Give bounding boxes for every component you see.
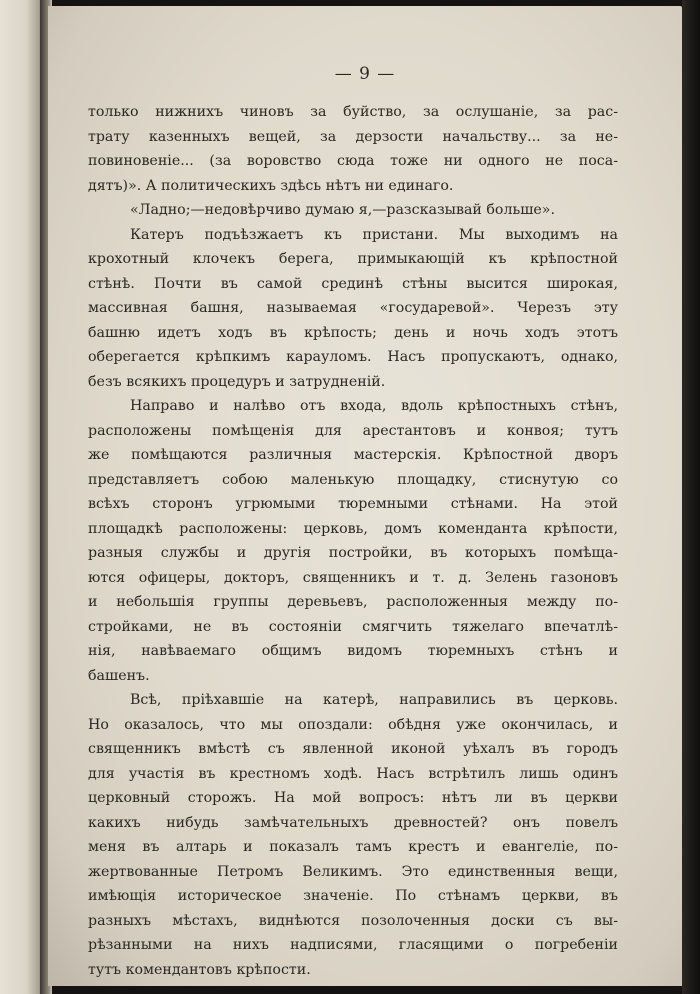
paragraph <box>88 688 618 982</box>
text-line: разныхъ мѣстахъ, виднѣются позолоченныя доски съ вы- <box>88 912 618 929</box>
photo-edge <box>682 0 700 994</box>
text-line: массивная башня, называемая «государевой». Черезъ эту <box>88 300 618 316</box>
text-line: Катеръ подъѣзжаетъ къ пристани. Мы выходимъ на <box>130 226 618 243</box>
text-line: же помѣщаются различныя мастерскія. Крѣпостной дворъ <box>88 447 618 463</box>
text-line: имѣющія историческое значеніе. По стѣнамъ церкви, въ <box>88 888 618 904</box>
text-line: крохотный клочекъ берега, примыкающій къ крѣпостной <box>88 251 618 267</box>
text-line: Всѣ, пріѣхавшіе на катерѣ, направились въ церковь. <box>130 692 618 708</box>
text-line: представляетъ собою маленькую площадку, стиснутую со <box>88 471 618 488</box>
text-line: только нижнихъ чиновъ за буйство, за ослушаніе, за рас- <box>88 104 618 120</box>
paragraph <box>88 223 618 395</box>
text-line: башню идетъ ходъ въ крѣпость; день и ночь ходъ этотъ <box>88 324 618 341</box>
text-line: церковный сторожъ. На мой вопросъ: нѣтъ ли въ церкви <box>88 790 618 806</box>
body-text <box>88 100 618 982</box>
text-line: стройками, не въ состояніи смягчить тяжелаго впечатлѣ- <box>88 618 618 635</box>
text-line: стѣнѣ. Почти въ самой срединѣ стѣны высится широкая, <box>88 275 618 292</box>
text-line: священникъ вмѣстѣ съ явленной иконой уѣхалъ въ городъ <box>88 741 618 757</box>
text-line: рѣзанными на нихъ надписями, гласящими о погребеніи <box>88 937 618 953</box>
text-line: дятъ)». А политическихъ здѣсь нѣтъ ни единаго. <box>88 177 454 194</box>
text-line: трату казенныхъ вещей, за дерзости начальству... за не- <box>88 128 618 145</box>
paragraph <box>88 100 618 223</box>
text-line: расположены помѣщенія для арестантовъ и конвоя; тутъ <box>88 422 618 439</box>
text-line: для участія въ крестномъ ходѣ. Насъ встрѣтилъ лишь одинъ <box>88 765 618 782</box>
text-line: башенъ. <box>88 667 150 684</box>
text-line: какихъ нибудь замѣчательныхъ древностей? онъ повелъ <box>88 814 618 831</box>
text-line: жертвованные Петромъ Великимъ. Это единственныя вещи, <box>88 863 618 880</box>
text-line: меня въ алтарь и показалъ тамъ крестъ и евангеліе, по- <box>88 839 618 855</box>
text-line: оберегается крѣпкимъ карауломъ. Насъ пропускаютъ, однако, <box>88 349 618 365</box>
text-line: и небольшія группы деревьевъ, расположенныя между по- <box>88 594 618 610</box>
paragraph <box>88 394 618 688</box>
text-line: повиновеніе... (за воровство сюда тоже ни одного не поса- <box>88 153 618 169</box>
text-line: всѣхъ сторонъ угрюмыми тюремными стѣнами. На этой <box>88 496 618 512</box>
facing-page-edge <box>0 0 44 994</box>
text-line: Направо и налѣво отъ входа, вдоль крѣпостныхъ стѣнъ, <box>130 398 618 414</box>
text-line: безъ всякихъ процедуръ и затрудненій. <box>88 373 386 390</box>
text-line: площадкѣ расположены: церковь, домъ коменданта крѣпости, <box>88 520 618 537</box>
text-line: ются офицеры, докторъ, священникъ и т. д. Зелень газоновъ <box>88 569 618 586</box>
text-line: тутъ комендантовъ крѣпости. <box>88 961 311 978</box>
text-line: «Ладно;—недовѣрчиво думаю я,—разсказывай больше». <box>130 202 555 218</box>
book-page <box>48 6 682 986</box>
text-line: нія, навѣваемаго общимъ видомъ тюремныхъ стѣнъ и <box>88 643 618 659</box>
text-line: Но оказалось, что мы опоздали: обѣдня уже окончилась, и <box>88 716 618 733</box>
text-line: разныя службы и другія постройки, въ которыхъ помѣща- <box>88 545 618 561</box>
page-number: — 9 — <box>334 64 396 84</box>
